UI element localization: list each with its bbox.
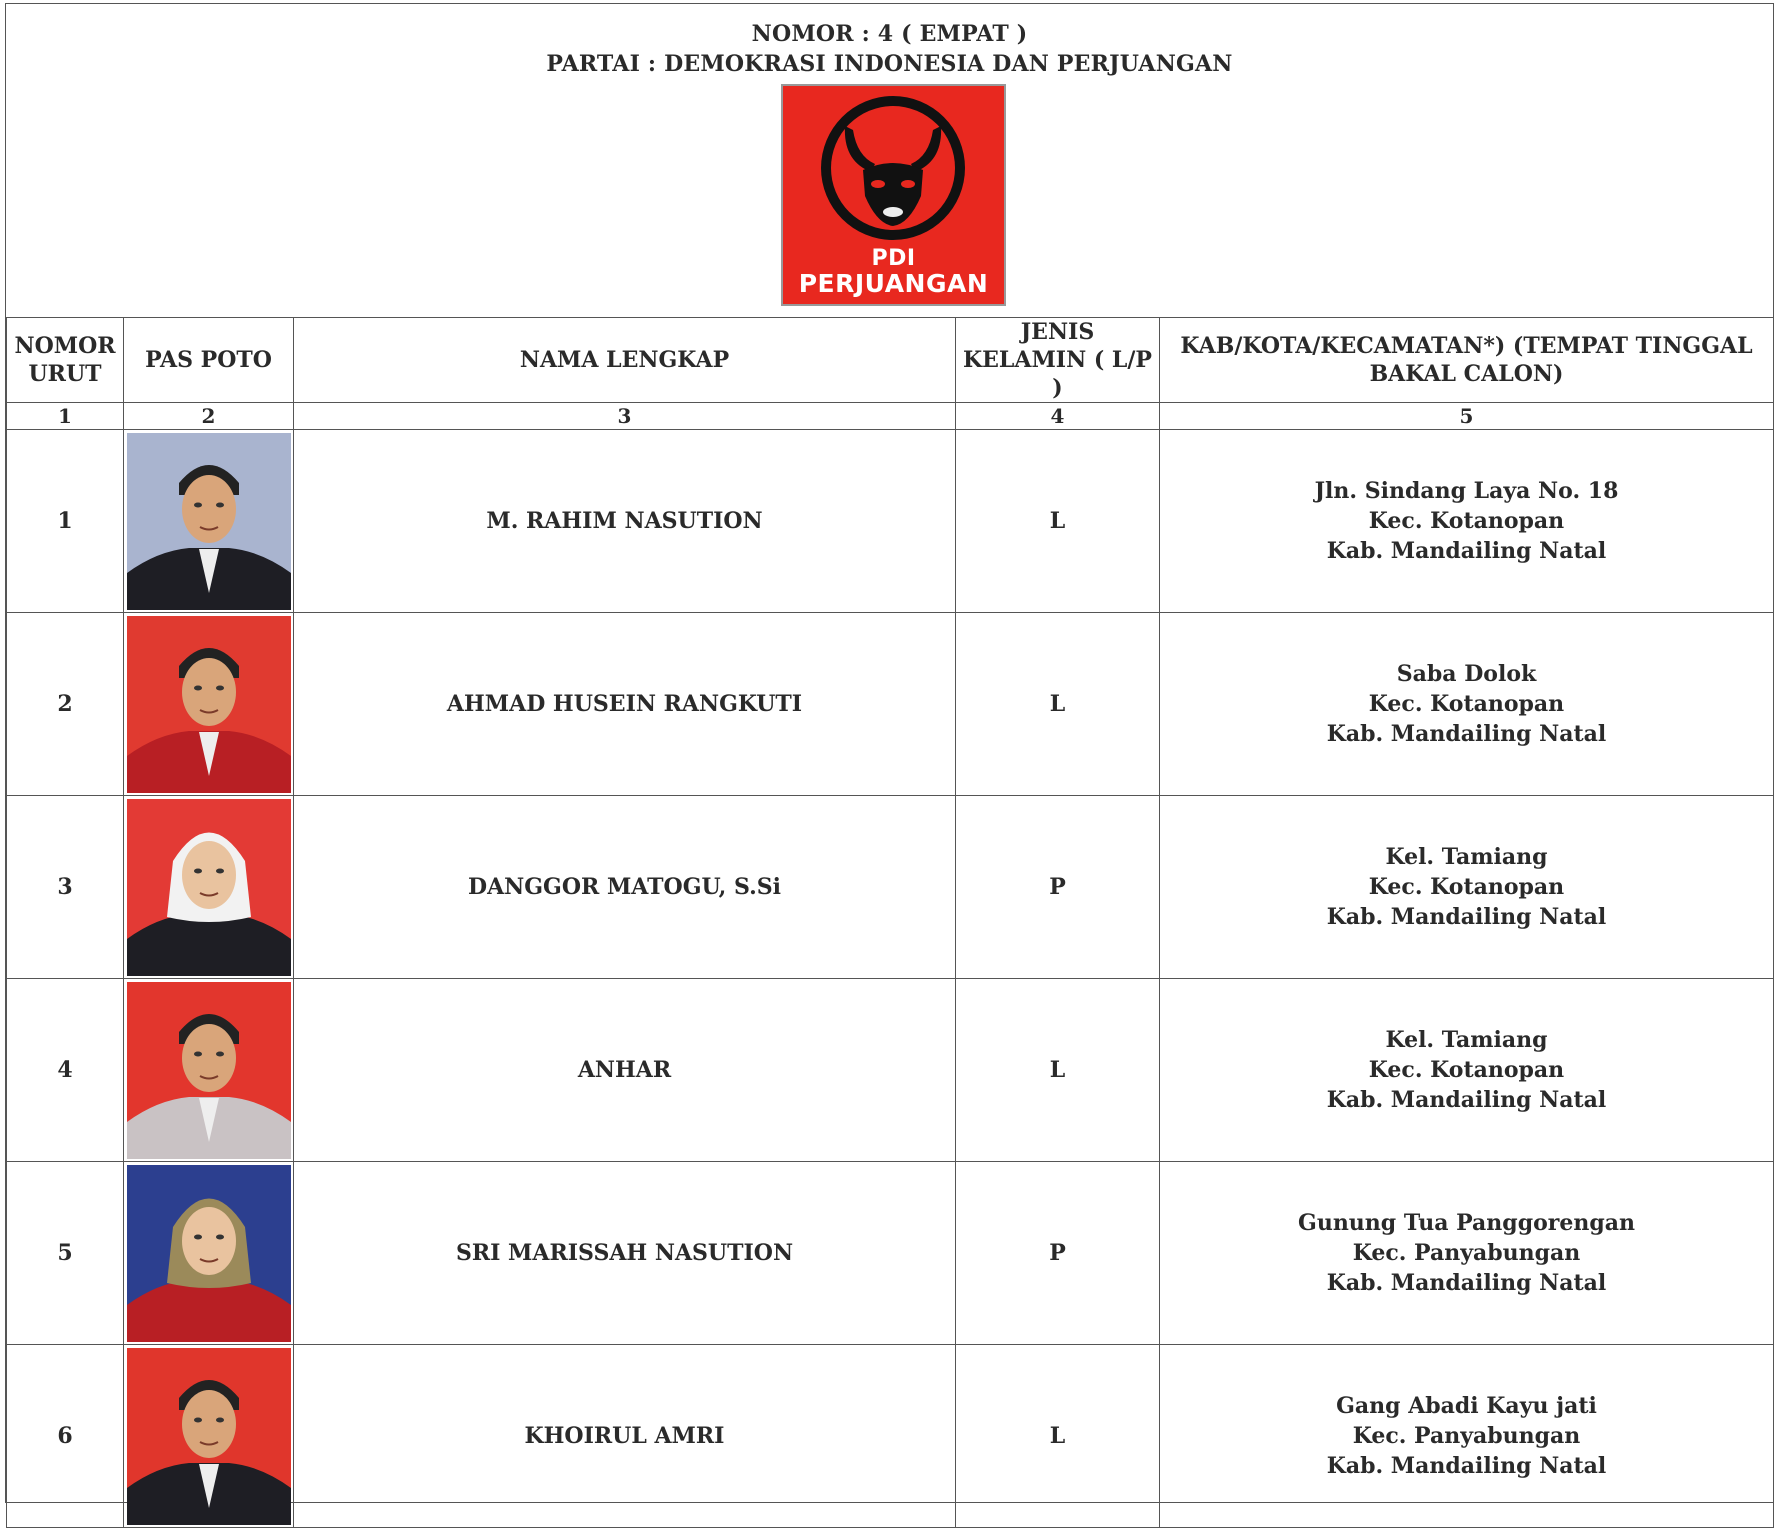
candidate-photo-cell bbox=[124, 979, 294, 1162]
address-street: Kel. Tamiang bbox=[1385, 1027, 1548, 1053]
col-header-jenis-kelamin: JENIS KELAMIN ( L/P ) bbox=[956, 318, 1160, 403]
candidate-photo bbox=[127, 799, 291, 976]
address-street: Gunung Tua Panggorengan bbox=[1298, 1210, 1635, 1236]
table-row bbox=[7, 613, 1774, 796]
party-name: PARTAI : DEMOKRASI INDONESIA DAN PERJUANGAN bbox=[546, 51, 1233, 77]
column-number: 2 bbox=[124, 403, 294, 430]
candidate-photo-cell bbox=[124, 613, 294, 796]
candidate-gender: L bbox=[956, 979, 1160, 1162]
candidate-gender: L bbox=[956, 430, 1160, 613]
candidate-table bbox=[6, 317, 1774, 1528]
candidate-number: 1 bbox=[7, 430, 124, 613]
table-row bbox=[7, 1162, 1774, 1345]
candidate-name: AHMAD HUSEIN RANGKUTI bbox=[294, 613, 956, 796]
column-number-row bbox=[7, 403, 1774, 430]
candidate-address bbox=[1160, 979, 1774, 1162]
candidate-name: DANGGOR MATOGU, S.Si bbox=[294, 796, 956, 979]
column-number: 3 bbox=[294, 403, 956, 430]
address-street: Gang Abadi Kayu jati bbox=[1336, 1393, 1597, 1419]
table-row bbox=[7, 796, 1774, 979]
candidate-photo bbox=[127, 982, 291, 1159]
table-row bbox=[7, 1345, 1774, 1528]
column-number: 5 bbox=[1160, 403, 1774, 430]
candidate-number: 4 bbox=[7, 979, 124, 1162]
candidate-gender: P bbox=[956, 796, 1160, 979]
col-header-nomor-urut: NOMOR URUT bbox=[7, 318, 124, 403]
candidate-address bbox=[1160, 796, 1774, 979]
candidate-gender: P bbox=[956, 1162, 1160, 1345]
address-district: Kec. Panyabungan bbox=[1352, 1423, 1581, 1449]
candidate-photo-cell bbox=[124, 1345, 294, 1528]
address-regency: Kab. Mandailing Natal bbox=[1326, 1087, 1607, 1113]
address-district: Kec. Kotanopan bbox=[1368, 874, 1565, 900]
table-row bbox=[7, 430, 1774, 613]
candidate-number: 3 bbox=[7, 796, 124, 979]
candidate-number: 2 bbox=[7, 613, 124, 796]
address-regency: Kab. Mandailing Natal bbox=[1326, 904, 1607, 930]
candidate-photo-cell bbox=[124, 1162, 294, 1345]
address-street: Kel. Tamiang bbox=[1385, 844, 1548, 870]
candidate-photo-icon bbox=[127, 1348, 291, 1525]
candidate-name: KHOIRUL AMRI bbox=[294, 1345, 956, 1528]
address-regency: Kab. Mandailing Natal bbox=[1326, 721, 1607, 747]
candidate-photo-icon bbox=[127, 616, 291, 793]
candidate-photo-cell bbox=[124, 796, 294, 979]
candidate-photo bbox=[127, 1165, 291, 1342]
candidate-gender: L bbox=[956, 1345, 1160, 1528]
sheet-header bbox=[6, 4, 1773, 317]
candidate-photo-icon bbox=[127, 982, 291, 1159]
candidate-gender: L bbox=[956, 613, 1160, 796]
candidate-photo bbox=[127, 1348, 291, 1525]
party-logo bbox=[781, 84, 1006, 306]
col-header-nama-lengkap: NAMA LENGKAP bbox=[294, 318, 956, 403]
table-row bbox=[7, 979, 1774, 1162]
candidate-address bbox=[1160, 1162, 1774, 1345]
candidate-photo-cell bbox=[124, 430, 294, 613]
candidate-photo-icon bbox=[127, 799, 291, 976]
candidate-number: 6 bbox=[7, 1345, 124, 1528]
table-header-row bbox=[7, 318, 1774, 403]
address-district: Kec. Kotanopan bbox=[1368, 691, 1565, 717]
address-street: Jln. Sindang Laya No. 18 bbox=[1314, 478, 1619, 504]
address-regency: Kab. Mandailing Natal bbox=[1326, 538, 1607, 564]
logo-text-perjuangan: PERJUANGAN bbox=[798, 269, 989, 298]
candidate-photo bbox=[127, 433, 291, 610]
candidate-address bbox=[1160, 1345, 1774, 1528]
address-regency: Kab. Mandailing Natal bbox=[1326, 1453, 1607, 1479]
candidate-address bbox=[1160, 430, 1774, 613]
candidate-name: M. RAHIM NASUTION bbox=[294, 430, 956, 613]
candidate-number: 5 bbox=[7, 1162, 124, 1345]
party-number: NOMOR : 4 ( EMPAT ) bbox=[751, 21, 1028, 47]
candidate-photo bbox=[127, 616, 291, 793]
col-header-pas-poto: PAS POTO bbox=[124, 318, 294, 403]
column-number: 1 bbox=[7, 403, 124, 430]
candidate-address bbox=[1160, 613, 1774, 796]
column-number: 4 bbox=[956, 403, 1160, 430]
address-district: Kec. Panyabungan bbox=[1352, 1240, 1581, 1266]
address-district: Kec. Kotanopan bbox=[1368, 508, 1565, 534]
logo-text-pdi: PDI bbox=[871, 246, 916, 271]
candidate-photo-icon bbox=[127, 433, 291, 610]
candidate-name: ANHAR bbox=[294, 979, 956, 1162]
address-regency: Kab. Mandailing Natal bbox=[1326, 1270, 1607, 1296]
candidate-sheet bbox=[5, 3, 1774, 1503]
address-street: Saba Dolok bbox=[1396, 661, 1537, 687]
col-header-tempat-tinggal: KAB/KOTA/KECAMATAN*) (TEMPAT TINGGAL BAKAL CALON) bbox=[1160, 318, 1774, 403]
candidate-name: SRI MARISSAH NASUTION bbox=[294, 1162, 956, 1345]
address-district: Kec. Kotanopan bbox=[1368, 1057, 1565, 1083]
candidate-photo-icon bbox=[127, 1165, 291, 1342]
